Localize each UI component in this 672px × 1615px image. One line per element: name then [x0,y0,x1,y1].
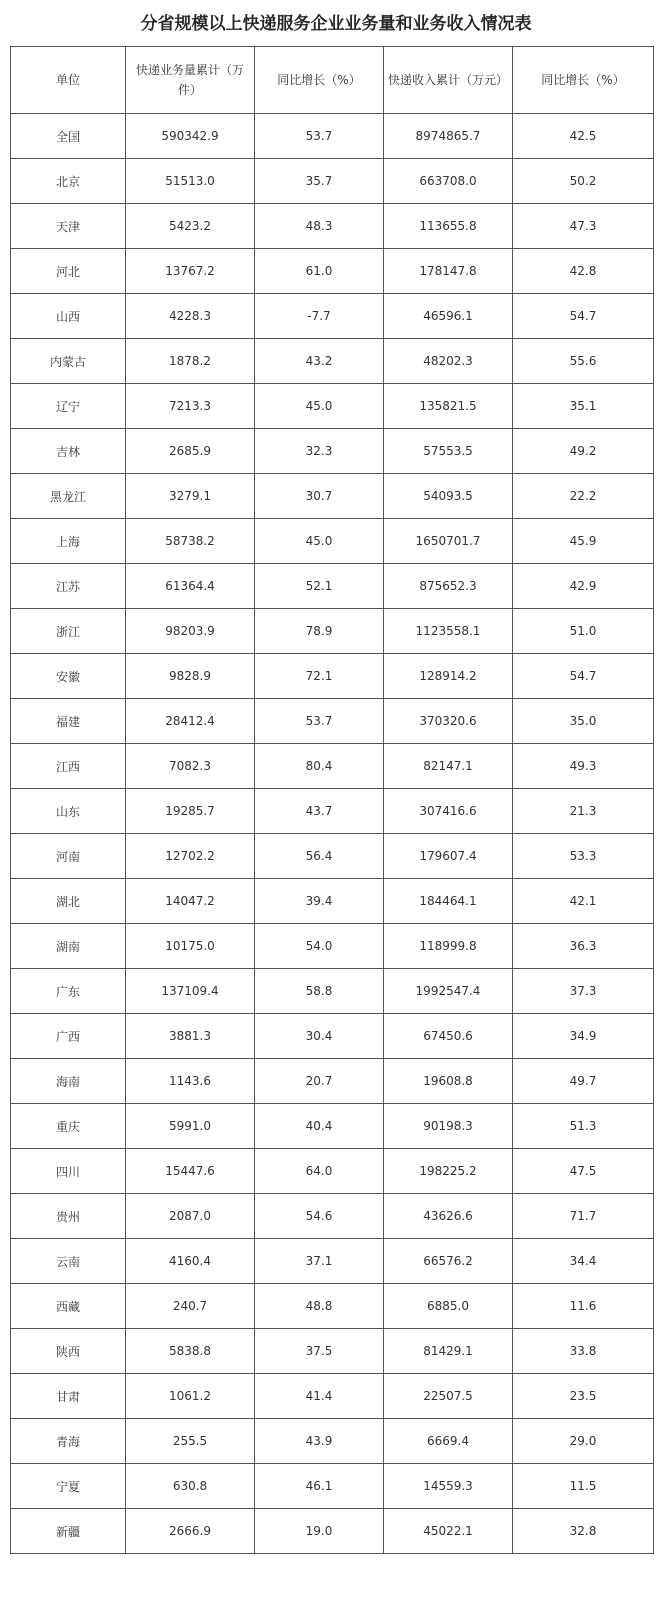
cell-revenue: 81429.1 [384,1329,513,1374]
cell-unit: 辽宁 [11,384,126,429]
cell-revenue-growth: 37.3 [513,969,654,1014]
cell-volume: 58738.2 [126,519,255,564]
cell-unit: 安徽 [11,654,126,699]
cell-revenue: 1992547.4 [384,969,513,1014]
cell-volume-growth: 56.4 [255,834,384,879]
cell-volume: 12702.2 [126,834,255,879]
cell-volume: 61364.4 [126,564,255,609]
cell-revenue-growth: 35.1 [513,384,654,429]
cell-revenue-growth: 49.7 [513,1059,654,1104]
table-row [11,1419,654,1464]
cell-volume: 1878.2 [126,339,255,384]
cell-unit: 山西 [11,294,126,339]
cell-volume-growth: 19.0 [255,1509,384,1554]
cell-revenue-growth: 22.2 [513,474,654,519]
cell-revenue: 6885.0 [384,1284,513,1329]
cell-unit: 新疆 [11,1509,126,1554]
table-row [11,969,654,1014]
cell-volume-growth: 54.6 [255,1194,384,1239]
cell-volume-growth: 53.7 [255,114,384,159]
cell-unit: 海南 [11,1059,126,1104]
table-row [11,924,654,969]
cell-revenue-growth: 54.7 [513,294,654,339]
cell-volume-growth: 41.4 [255,1374,384,1419]
cell-volume-growth: 72.1 [255,654,384,699]
table-row [11,1374,654,1419]
cell-volume-growth: 30.4 [255,1014,384,1059]
cell-volume: 15447.6 [126,1149,255,1194]
cell-unit: 河南 [11,834,126,879]
cell-revenue-growth: 42.5 [513,114,654,159]
cell-revenue: 1123558.1 [384,609,513,654]
cell-revenue-growth: 42.9 [513,564,654,609]
page-title: 分省规模以上快递服务企业业务量和业务收入情况表 [140,14,532,34]
cell-unit: 重庆 [11,1104,126,1149]
cell-volume: 630.8 [126,1464,255,1509]
cell-revenue-growth: 34.9 [513,1014,654,1059]
cell-revenue-growth: 50.2 [513,159,654,204]
cell-volume-growth: 39.4 [255,879,384,924]
cell-unit: 福建 [11,699,126,744]
cell-unit: 吉林 [11,429,126,474]
cell-unit: 青海 [11,1419,126,1464]
cell-revenue-growth: 71.7 [513,1194,654,1239]
cell-revenue: 663708.0 [384,159,513,204]
cell-unit: 全国 [11,114,126,159]
cell-volume: 19285.7 [126,789,255,834]
table-row [11,384,654,429]
table-row [11,879,654,924]
cell-revenue: 22507.5 [384,1374,513,1419]
cell-unit: 湖南 [11,924,126,969]
cell-volume-growth: 43.2 [255,339,384,384]
cell-unit: 浙江 [11,609,126,654]
cell-unit: 内蒙古 [11,339,126,384]
cell-volume-growth: 43.9 [255,1419,384,1464]
cell-revenue-growth: 54.7 [513,654,654,699]
cell-revenue: 19608.8 [384,1059,513,1104]
column-header-revenue-growth: 同比增长（%） [513,47,654,114]
table-row [11,294,654,339]
cell-volume-growth: 20.7 [255,1059,384,1104]
cell-volume: 240.7 [126,1284,255,1329]
cell-revenue-growth: 55.6 [513,339,654,384]
cell-revenue: 66576.2 [384,1239,513,1284]
cell-revenue-growth: 42.1 [513,879,654,924]
cell-revenue: 8974865.7 [384,114,513,159]
table-row [11,114,654,159]
cell-unit: 河北 [11,249,126,294]
cell-volume: 255.5 [126,1419,255,1464]
table-row [11,1149,654,1194]
cell-volume: 28412.4 [126,699,255,744]
cell-volume-growth: 40.4 [255,1104,384,1149]
cell-volume: 1061.2 [126,1374,255,1419]
cell-revenue-growth: 33.8 [513,1329,654,1374]
cell-revenue: 45022.1 [384,1509,513,1554]
table-row [11,249,654,294]
cell-volume-growth: 58.8 [255,969,384,1014]
table-row [11,1059,654,1104]
table-row [11,609,654,654]
table-row [11,1464,654,1509]
cell-volume: 5991.0 [126,1104,255,1149]
cell-volume-growth: 61.0 [255,249,384,294]
cell-volume: 3881.3 [126,1014,255,1059]
cell-revenue-growth: 47.3 [513,204,654,249]
cell-volume: 13767.2 [126,249,255,294]
table-row [11,744,654,789]
cell-volume: 5838.8 [126,1329,255,1374]
cell-revenue-growth: 47.5 [513,1149,654,1194]
cell-unit: 四川 [11,1149,126,1194]
cell-volume-growth: 45.0 [255,519,384,564]
cell-revenue: 198225.2 [384,1149,513,1194]
cell-volume-growth: 64.0 [255,1149,384,1194]
cell-revenue: 179607.4 [384,834,513,879]
cell-volume-growth: 48.3 [255,204,384,249]
cell-volume-growth: 80.4 [255,744,384,789]
cell-revenue: 46596.1 [384,294,513,339]
cell-volume-growth: 52.1 [255,564,384,609]
cell-volume-growth: 37.1 [255,1239,384,1284]
column-header-unit: 单位 [11,47,126,114]
cell-revenue: 54093.5 [384,474,513,519]
cell-revenue: 43626.6 [384,1194,513,1239]
table-row [11,204,654,249]
cell-volume-growth: 78.9 [255,609,384,654]
cell-volume: 2685.9 [126,429,255,474]
cell-revenue: 113655.8 [384,204,513,249]
cell-revenue-growth: 51.0 [513,609,654,654]
cell-unit: 宁夏 [11,1464,126,1509]
cell-revenue: 128914.2 [384,654,513,699]
cell-volume: 2666.9 [126,1509,255,1554]
cell-revenue: 370320.6 [384,699,513,744]
cell-volume: 2087.0 [126,1194,255,1239]
cell-volume-growth: -7.7 [255,294,384,339]
cell-volume-growth: 30.7 [255,474,384,519]
cell-volume-growth: 37.5 [255,1329,384,1374]
cell-unit: 西藏 [11,1284,126,1329]
cell-unit: 广东 [11,969,126,1014]
table-row [11,1239,654,1284]
cell-revenue: 1650701.7 [384,519,513,564]
cell-volume: 4228.3 [126,294,255,339]
cell-revenue-growth: 42.8 [513,249,654,294]
cell-volume: 7213.3 [126,384,255,429]
cell-volume-growth: 35.7 [255,159,384,204]
cell-unit: 甘肃 [11,1374,126,1419]
cell-volume: 137109.4 [126,969,255,1014]
cell-unit: 江西 [11,744,126,789]
cell-revenue-growth: 51.3 [513,1104,654,1149]
cell-revenue: 178147.8 [384,249,513,294]
cell-revenue-growth: 11.6 [513,1284,654,1329]
table-row [11,429,654,474]
cell-revenue-growth: 23.5 [513,1374,654,1419]
cell-revenue-growth: 53.3 [513,834,654,879]
cell-revenue: 135821.5 [384,384,513,429]
cell-volume: 7082.3 [126,744,255,789]
cell-revenue: 875652.3 [384,564,513,609]
table-row [11,699,654,744]
cell-unit: 天津 [11,204,126,249]
table-body [11,114,654,1554]
cell-unit: 北京 [11,159,126,204]
cell-revenue-growth: 34.4 [513,1239,654,1284]
cell-unit: 山东 [11,789,126,834]
cell-revenue: 307416.6 [384,789,513,834]
table-row [11,1104,654,1149]
cell-revenue: 90198.3 [384,1104,513,1149]
table-row [11,519,654,564]
table-row [11,1014,654,1059]
table-row [11,474,654,519]
table-row [11,1284,654,1329]
table-row [11,834,654,879]
cell-revenue: 6669.4 [384,1419,513,1464]
table-row [11,789,654,834]
cell-revenue-growth: 11.5 [513,1464,654,1509]
header-row [11,47,654,114]
cell-revenue-growth: 35.0 [513,699,654,744]
cell-revenue-growth: 29.0 [513,1419,654,1464]
table-row [11,159,654,204]
table-row [11,654,654,699]
cell-revenue-growth: 21.3 [513,789,654,834]
table-row [11,339,654,384]
cell-revenue: 118999.8 [384,924,513,969]
cell-unit: 黑龙江 [11,474,126,519]
cell-volume: 5423.2 [126,204,255,249]
cell-revenue-growth: 32.8 [513,1509,654,1554]
cell-volume: 3279.1 [126,474,255,519]
data-table [10,46,654,1554]
cell-revenue-growth: 49.2 [513,429,654,474]
cell-volume-growth: 53.7 [255,699,384,744]
cell-unit: 上海 [11,519,126,564]
cell-volume-growth: 43.7 [255,789,384,834]
cell-revenue-growth: 36.3 [513,924,654,969]
table-row [11,1194,654,1239]
cell-revenue-growth: 45.9 [513,519,654,564]
cell-unit: 广西 [11,1014,126,1059]
cell-volume: 1143.6 [126,1059,255,1104]
cell-revenue: 82147.1 [384,744,513,789]
cell-volume: 10175.0 [126,924,255,969]
cell-volume-growth: 32.3 [255,429,384,474]
cell-revenue: 184464.1 [384,879,513,924]
cell-unit: 江苏 [11,564,126,609]
cell-unit: 贵州 [11,1194,126,1239]
cell-unit: 云南 [11,1239,126,1284]
cell-volume-growth: 48.8 [255,1284,384,1329]
cell-volume: 4160.4 [126,1239,255,1284]
cell-volume: 98203.9 [126,609,255,654]
column-header-revenue: 快递收入累计（万元） [384,47,513,114]
cell-volume: 14047.2 [126,879,255,924]
cell-revenue: 57553.5 [384,429,513,474]
cell-revenue: 67450.6 [384,1014,513,1059]
cell-volume-growth: 54.0 [255,924,384,969]
table-row [11,1329,654,1374]
cell-volume-growth: 45.0 [255,384,384,429]
cell-volume: 9828.9 [126,654,255,699]
cell-unit: 湖北 [11,879,126,924]
column-header-volume-growth: 同比增长（%） [255,47,384,114]
cell-revenue-growth: 49.3 [513,744,654,789]
cell-revenue: 48202.3 [384,339,513,384]
table-row [11,564,654,609]
column-header-volume: 快递业务量累计（万件） [126,47,255,114]
cell-unit: 陕西 [11,1329,126,1374]
table-row [11,1509,654,1554]
cell-volume-growth: 46.1 [255,1464,384,1509]
cell-volume: 51513.0 [126,159,255,204]
cell-volume: 590342.9 [126,114,255,159]
cell-revenue: 14559.3 [384,1464,513,1509]
